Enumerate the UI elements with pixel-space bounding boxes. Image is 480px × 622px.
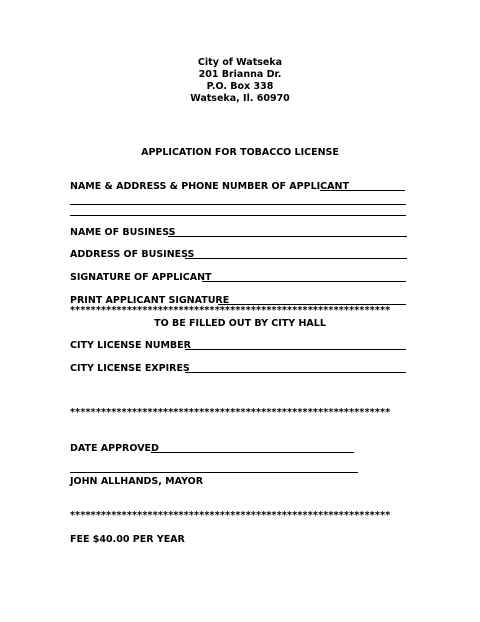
mayor-signature-line[interactable]	[70, 472, 358, 473]
print-signature-label: PRINT APPLICANT SIGNATURE	[70, 295, 230, 306]
city-name: City of Watseka	[197, 57, 283, 68]
city-state-zip: Watseka, Il. 60970	[190, 93, 290, 104]
signature-line[interactable]	[202, 281, 406, 282]
business-address-label: ADDRESS OF BUSINESS	[70, 249, 195, 260]
license-expires-line[interactable]	[185, 372, 406, 373]
po-box: P.O. Box 338	[206, 81, 274, 92]
business-name-label: NAME OF BUSINESS	[70, 227, 176, 238]
license-number-label: CITY LICENSE NUMBER	[70, 340, 191, 351]
street-address: 201 Brianna Dr.	[198, 69, 282, 80]
business-address-line[interactable]	[185, 258, 407, 259]
date-approved-label: DATE APPROVED	[70, 443, 159, 454]
print-signature-line[interactable]	[218, 304, 406, 305]
applicant-line-1[interactable]	[320, 190, 405, 191]
separator-3: **************************************************************	[70, 511, 391, 521]
signature-label: SIGNATURE OF APPLICANT	[70, 272, 212, 283]
license-number-line[interactable]	[185, 349, 406, 350]
fee-text: FEE $40.00 PER YEAR	[70, 534, 185, 545]
applicant-label: NAME & ADDRESS & PHONE NUMBER OF APPLICANT	[70, 181, 349, 192]
separator-2: **************************************************************	[70, 408, 391, 418]
separator-1: **************************************************************	[70, 306, 391, 316]
form-title: APPLICATION FOR TOBACCO LICENSE	[141, 147, 339, 158]
applicant-line-2[interactable]	[70, 204, 406, 205]
applicant-line-3[interactable]	[70, 215, 406, 216]
business-name-line[interactable]	[168, 236, 407, 237]
date-approved-line[interactable]	[151, 452, 354, 453]
mayor-name: JOHN ALLHANDS, MAYOR	[70, 476, 204, 487]
license-expires-label: CITY LICENSE EXPIRES	[70, 363, 190, 374]
city-hall-heading: TO BE FILLED OUT BY CITY HALL	[154, 318, 326, 329]
